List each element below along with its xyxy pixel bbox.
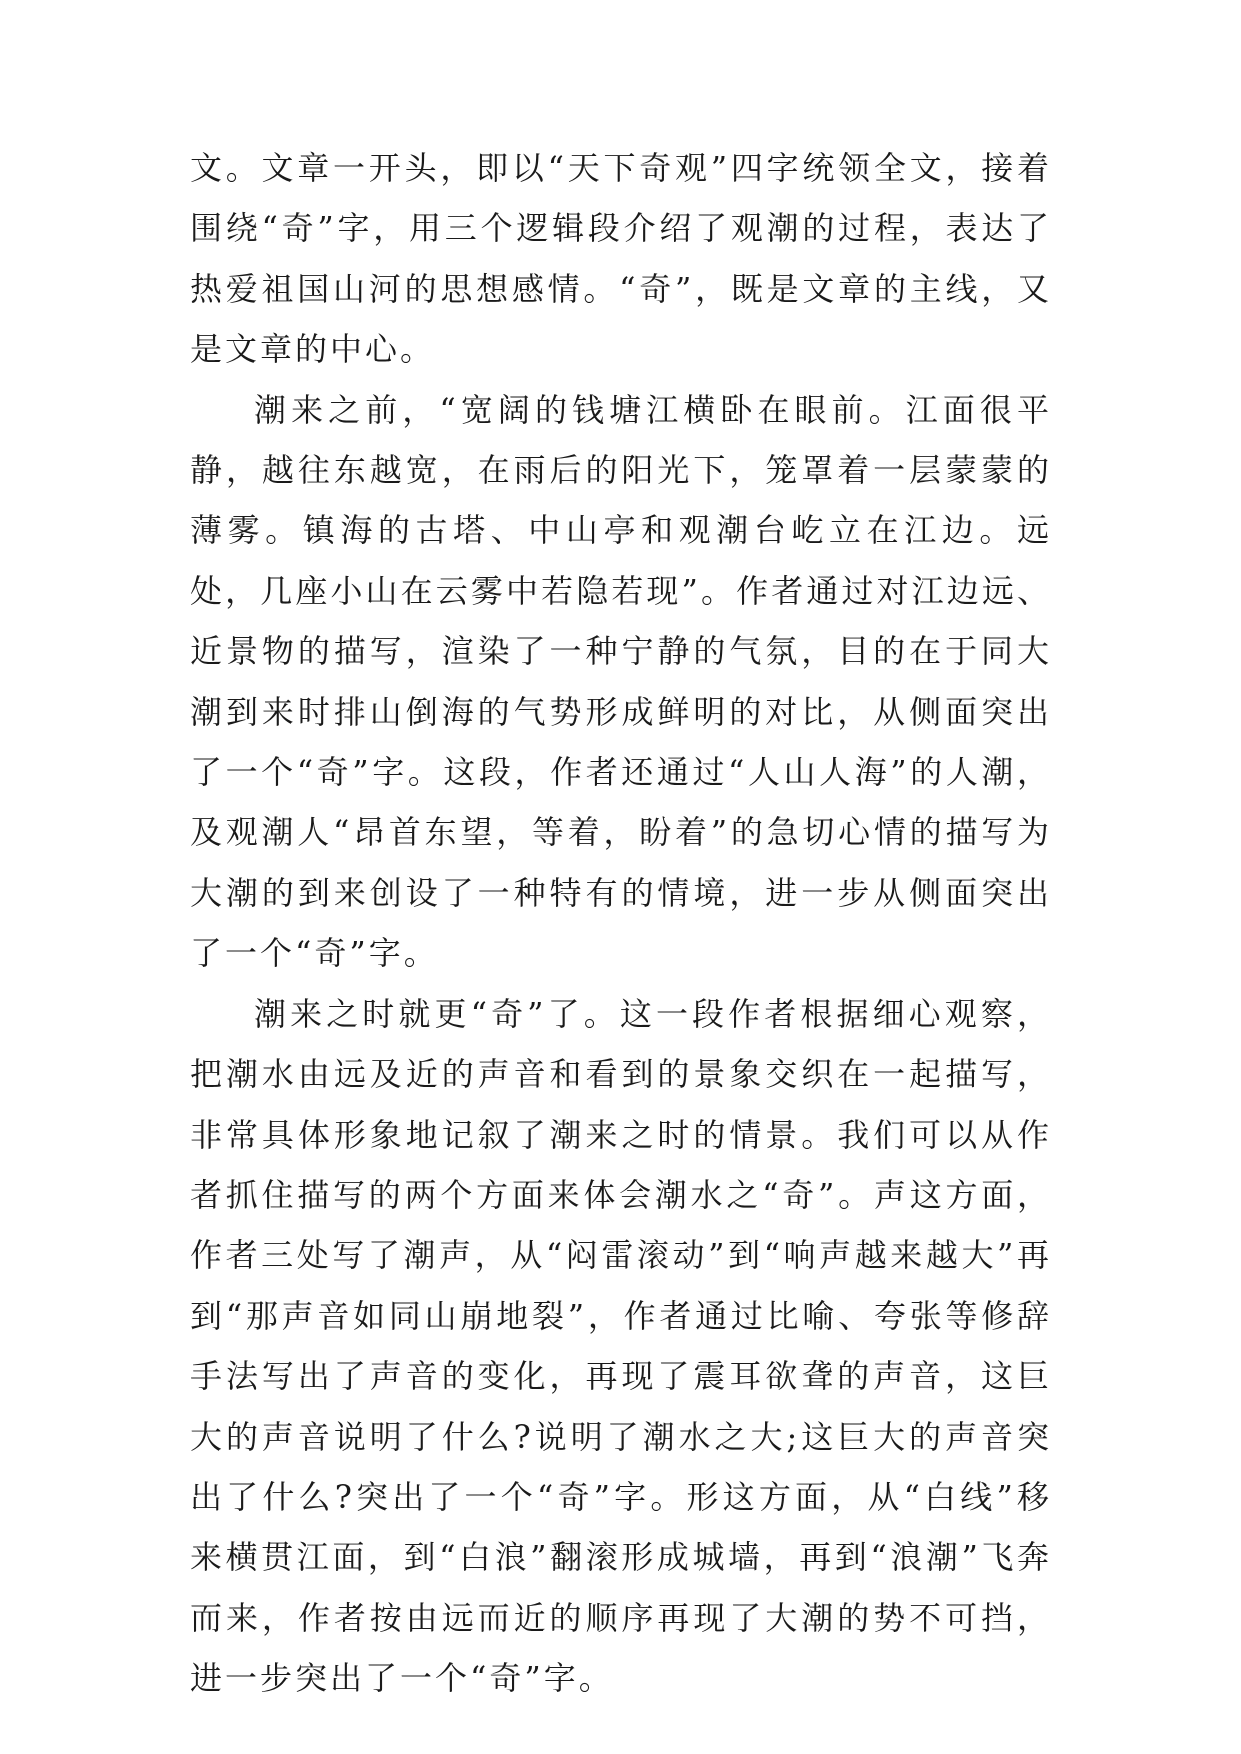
paragraph-2: 潮来之前，“宽阔的钱塘江横卧在眼前。江面很平静，越往东越宽，在雨后的阳光下，笼罩着一层蒙蒙的薄雾。镇海的古塔、中山亭和观潮台屹立在江边。远处，几座小山在云雾中若隐若现”。作者通过对江边远、近景物的描写，渲染了一种宁静的气氛，目的在于同大潮到来时排山倒海的气势形成鲜明的对比，从侧面突出了一个“奇”字。这段，作者还通过“人山人海”的人潮，及观潮人“昂首东望，等着，盼着”的急切心情的描写为大潮的到来创设了一种特有的情境，进一步从侧面突出了一个“奇”字。 bbox=[190, 390, 1052, 973]
paragraph-1: 文。文章一开头，即以“天下奇观”四字统领全文，接着围绕“奇”字，用三个逻辑段介绍了观潮的过程，表达了热爱祖国山河的思想感情。“奇”，既是文章的主线，又是文章的中心。 bbox=[190, 149, 1052, 369]
paragraph-3: 潮来之时就更“奇”了。这一段作者根据细心观察，把潮水由远及近的声音和看到的景象交织在一起描写，非常具体形象地记叙了潮来之时的情景。我们可以从作者抓住描写的两个方面来体会潮水之“奇”。声这方面，作者三处写了潮声，从“闷雷滚动”到“响声越来越大”再到“那声音如同山崩地裂”，作者通过比喻、夸张等修辞手法写出了声音的变化，再现了震耳欲聋的声音，这巨大的声音说明了什么?说明了潮水之大;这巨大的声音突出了什么?突出了一个“奇”字。形这方面，从“白线”移来横贯江面，到“白浪”翻滚形成城墙，再到“浪潮”飞奔而来，作者按由远而近的顺序再现了大潮的势不可挡，进一步突出了一个“奇”字。 bbox=[190, 994, 1052, 1698]
document-page bbox=[190, 138, 1052, 1709]
